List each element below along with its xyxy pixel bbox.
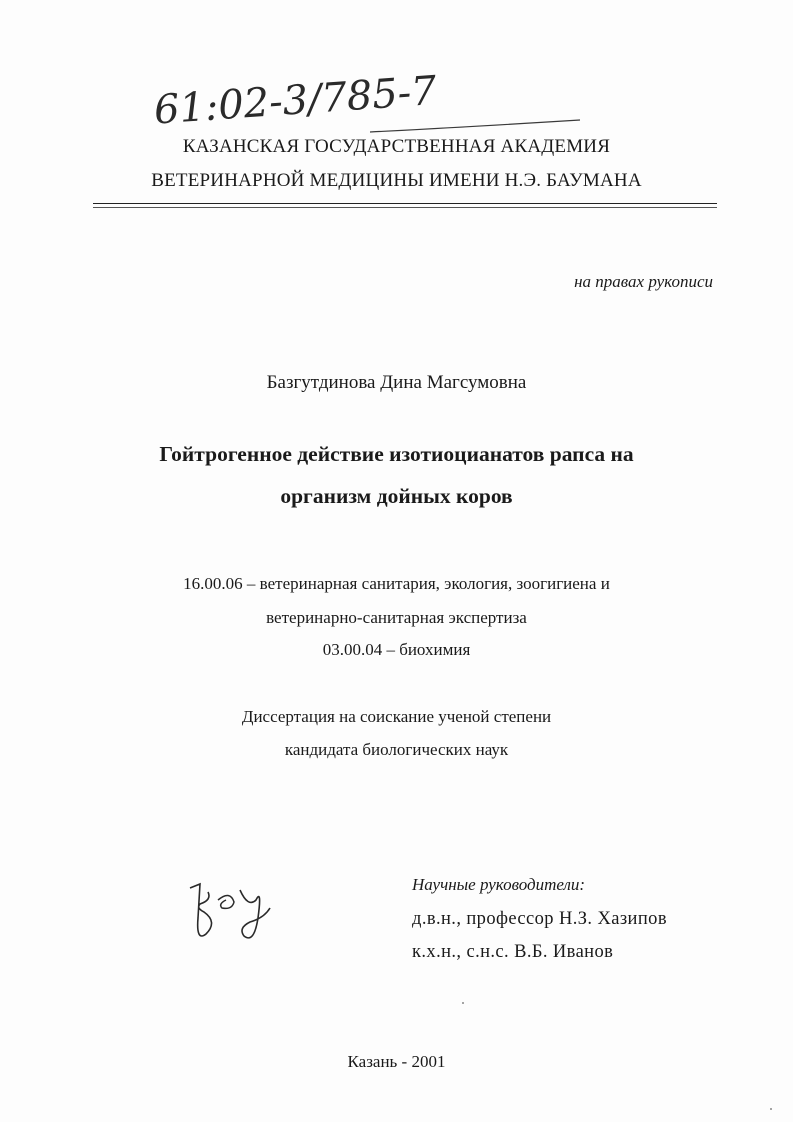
specialty-line-2: ветеринарно-санитарная экспертиза [266, 608, 527, 627]
handwritten-signature [178, 878, 278, 950]
header-divider [93, 203, 717, 204]
supervisor-item: д.в.н., профессор Н.З. Хазипов [412, 909, 667, 929]
handwritten-code-drawing [150, 62, 590, 142]
specialty-line-1: 16.00.06 – ветеринарная санитария, экология, зоогигиена и [183, 574, 610, 593]
degree-line-1: Диссертация на соискание ученой степени [241, 707, 552, 726]
specialty-line-3: 03.00.04 – биохимия [322, 640, 471, 659]
dissertation-title-line-1: Гойтрогенное действие изотиоцианатов рапса на [159, 442, 634, 466]
dissertation-title-line-2: организм дойных коров [280, 484, 513, 508]
scan-speck [770, 1108, 772, 1110]
institution-line-1: КАЗАНСКАЯ ГОСУДАРСТВЕННАЯ АКАДЕМИЯ [182, 136, 611, 157]
supervisor-item: к.х.н., с.н.с. В.Б. Иванов [412, 942, 614, 962]
supervisors-block [412, 875, 667, 975]
supervisors-label: Научные руководители: [412, 875, 586, 894]
header-divider-thin [93, 207, 717, 208]
author-name: Базгутдинова Дина Магсумовна [266, 372, 527, 393]
degree-line-2: кандидата биологических наук [284, 740, 509, 759]
handwritten-archive-code [150, 62, 590, 142]
city-year-footer: Казань - 2001 [347, 1052, 446, 1071]
handwritten-code-text: 61:02-3/785-7 [152, 67, 439, 134]
rights-note: на правах рукописи [574, 272, 713, 291]
institution-line-2: ВЕТЕРИНАРНОЙ МЕДИЦИНЫ ИМЕНИ Н.Э. БАУМАНА [151, 170, 642, 191]
signature-drawing [178, 878, 278, 950]
scan-speck [462, 1002, 464, 1004]
